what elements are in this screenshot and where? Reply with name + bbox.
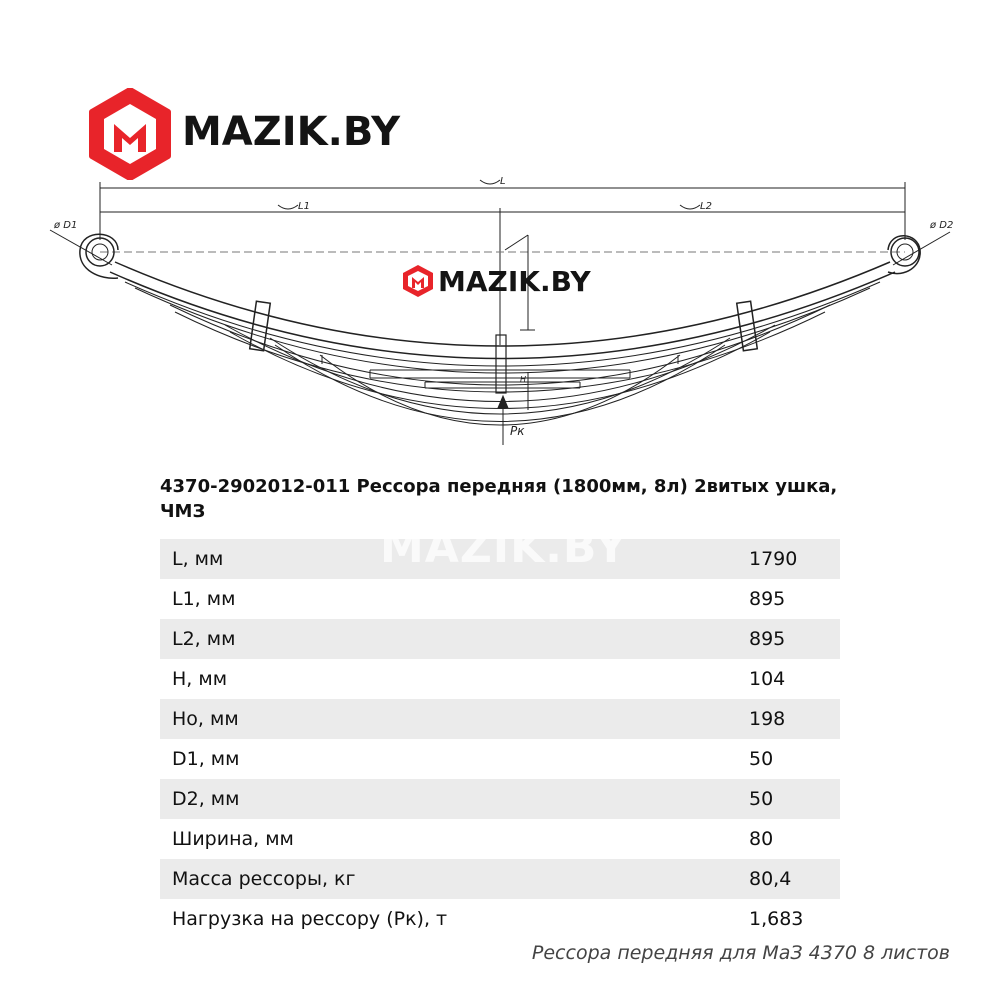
spec-label: H, мм xyxy=(172,668,228,690)
table-row xyxy=(160,859,840,899)
dim-label-d1: ø D1 xyxy=(54,220,78,231)
spec-label: Ho, мм xyxy=(172,708,239,730)
watermark: MAZIK.BY xyxy=(380,522,628,573)
spec-label: L2, мм xyxy=(172,628,236,650)
table-row xyxy=(160,659,840,699)
table-row xyxy=(160,619,840,659)
table-row xyxy=(160,779,840,819)
table-row xyxy=(160,579,840,619)
table-row xyxy=(160,539,840,579)
spec-label: L, мм xyxy=(172,548,224,570)
load-label: Pк xyxy=(510,424,525,438)
spec-label: L1, мм xyxy=(172,588,236,610)
center-hexagon-icon xyxy=(403,265,433,297)
spec-value: 50 xyxy=(749,788,774,810)
spec-value: 895 xyxy=(749,628,786,650)
spec-value: 50 xyxy=(749,748,774,770)
image-caption: Рессора передняя для МаЗ 4370 8 листов xyxy=(531,942,950,964)
table-row xyxy=(160,739,840,779)
spec-label: D2, мм xyxy=(172,788,240,810)
table-row xyxy=(160,899,840,939)
spec-value: 104 xyxy=(749,668,786,690)
table-row xyxy=(160,699,840,739)
table-row xyxy=(160,819,840,859)
dim-label-l: L xyxy=(500,176,506,187)
product-title: 4370-2902012-011 Рессора передняя (1800мм, 8л) 2витых ушка, ЧМЗ xyxy=(160,476,838,522)
dim-label-l2: L2 xyxy=(700,201,712,212)
center-logo xyxy=(403,265,591,298)
spec-value: 895 xyxy=(749,588,786,610)
dim-label-d2: ø D2 xyxy=(930,220,954,231)
spec-value: 80 xyxy=(749,828,774,850)
center-brand-name: MAZIK.BY xyxy=(438,265,591,298)
leaf-spring-drawing xyxy=(0,160,1000,460)
spec-value: 1790 xyxy=(749,548,798,570)
spec-label: D1, мм xyxy=(172,748,240,770)
spec-label: Нагрузка на рессору (Рк), т xyxy=(172,908,448,930)
dim-label-h: H xyxy=(520,375,527,384)
spec-value: 198 xyxy=(749,708,786,730)
spec-label: Ширина, мм xyxy=(172,828,294,850)
spec-value: 80,4 xyxy=(749,868,792,890)
dim-label-l1: L1 xyxy=(298,201,310,212)
spec-label: Масса рессоры, кг xyxy=(172,868,356,890)
brand-name: MAZIK.BY xyxy=(182,109,401,155)
specs-table xyxy=(160,539,840,939)
spec-value: 1,683 xyxy=(749,908,804,930)
